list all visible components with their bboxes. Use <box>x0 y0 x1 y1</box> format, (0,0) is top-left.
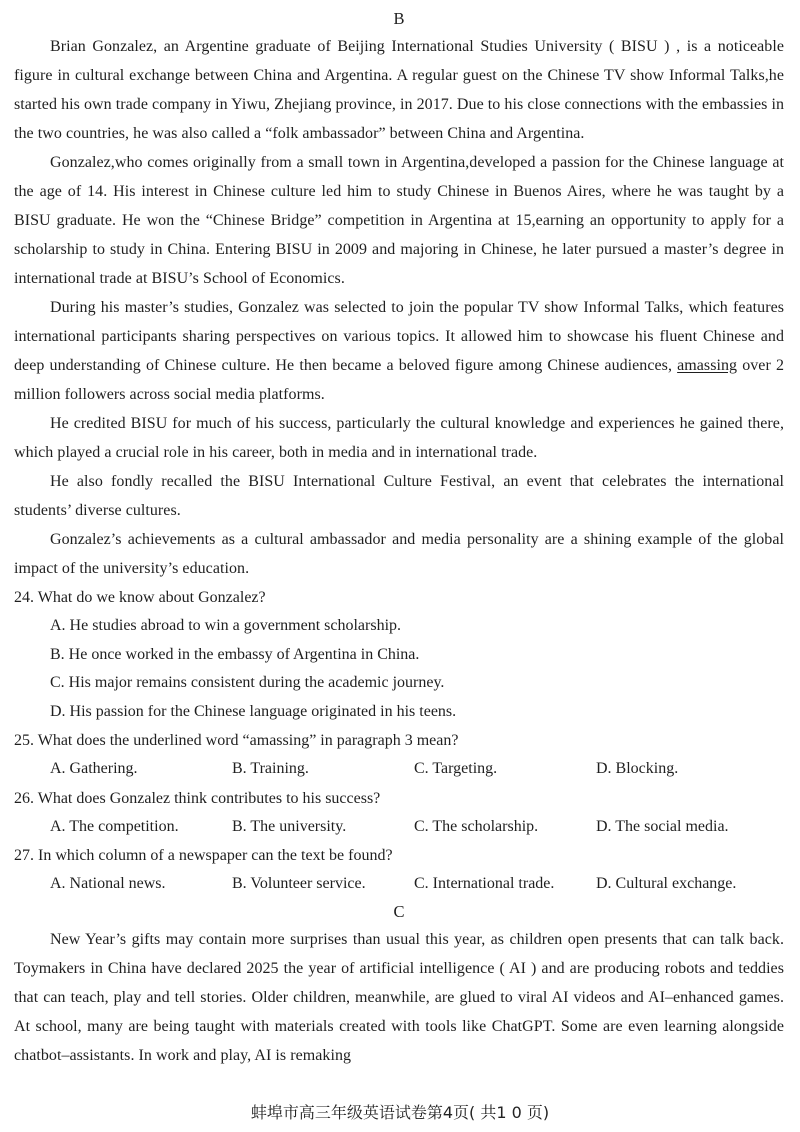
question-27-option-d: D. Cultural exchange. <box>596 875 737 892</box>
paragraph-b3 <box>14 293 784 409</box>
question-24-option-a: A. He studies abroad to win a government scholarship. <box>50 617 402 634</box>
section-c-heading: C <box>393 901 405 921</box>
question-26 <box>14 784 784 842</box>
paragraph-b4: He credited BISU for much of his success, particularly the cultural knowledge and experiences he gained there, which played a crucial role in his career, both in media and in international trade. <box>14 415 784 461</box>
paragraph-c1: New Year’s gifts may contain more surprises than usual this year, as children open presents that can talk back. Toymakers in China have declared 2025 the year of artificial intelligence ( AI ) and are producing robots and teddies that can teach, play and tell stories. Older children, meanwhile, are glued to viral AI videos and AI–enhanced games. At school, many are being taught with materials created with tools like ChatGPT. Some are even learning alongside chatbot–assistants. In work and play, AI is remaking <box>14 930 784 1064</box>
question-27-option-c: C. International trade. <box>414 875 555 892</box>
question-24-option-d: D. His passion for the Chinese language originated in his teens. <box>50 702 457 720</box>
question-27-options <box>14 870 784 899</box>
page-footer: 蚌埠市高三年级英语试卷第4页( 共1 0 页) <box>250 1103 550 1122</box>
question-26-option-b: B. The university. <box>232 817 347 835</box>
section-b-heading: B <box>393 9 405 28</box>
question-24-option-b: B. He once worked in the embassy of Argentina in China. <box>50 645 420 663</box>
question-27-stem: 27. In which column of a newspaper can the text be found? <box>14 847 393 864</box>
question-25-option-b: B. Training. <box>232 760 309 777</box>
question-26-options <box>14 813 784 842</box>
question-25-option-c: C. Targeting. <box>414 760 498 777</box>
paragraph-b2: Gonzalez,who comes originally from a small town in Argentina,developed a passion for the Chinese language at the age of 14. His interest in Chinese culture led him to study Chinese in Buenos Aires, where he was taught by a BISU graduate. He won the “Chinese Bridge” competition in Argentina at 15,earning an opportunity to apply for a scholarship to study in China. Entering BISU in 2009 and majoring in Chinese, he later pursued a master’s degree in international trade at BISU’s School of Economics. <box>14 154 784 287</box>
question-25-stem: 25. What does the underlined word “amassing” in paragraph 3 mean? <box>14 732 459 749</box>
question-25-options <box>14 755 784 784</box>
question-26-option-a: A. The competition. <box>50 817 179 835</box>
paragraph-b6: Gonzalez’s achievements as a cultural ambassador and media personality are a shining example of the global impact of the university’s education. <box>14 531 784 577</box>
question-24 <box>14 583 784 726</box>
question-26-stem: 26. What does Gonzalez think contributes to his success? <box>14 789 381 807</box>
paragraph-b3-after: over 2 million followers across social media platforms. <box>14 357 784 403</box>
question-26-option-c: C. The scholarship. <box>414 817 539 835</box>
question-25-option-a: A. Gathering. <box>50 760 138 777</box>
question-25-option-d: D. Blocking. <box>596 760 679 777</box>
question-27-option-a: A. National news. <box>50 875 166 892</box>
paragraph-b1: Brian Gonzalez, an Argentine graduate of Beijing International Studies University ( BISU ) , is a noticeable figure in cultural exchange between China and Argentina. A regular guest on the Chinese TV show Informal Talks,he started his own trade company in Yiwu, Zhejiang province, in 2017. Due to his close connections with the embassies in the two countries, he was also called a “folk ambassador” between China and Argentina. <box>14 38 784 142</box>
underlined-word-amassing: amassing <box>677 357 738 374</box>
exam-page <box>14 6 784 1070</box>
question-24-stem: 24. What do we know about Gonzalez? <box>14 589 266 606</box>
question-26-option-d: D. The social media. <box>596 817 729 835</box>
paragraph-b3-before: During his master’s studies, Gonzalez was selected to join the popular TV show Informal Talks, which features international participants sharing perspectives on various topics. It allowed him to showcase his fluent Chinese and deep understanding of Chinese culture. He then became a beloved figure among Chinese audiences, <box>14 299 784 374</box>
question-27 <box>14 841 784 899</box>
paragraph-b5: He also fondly recalled the BISU International Culture Festival, an event that celebrates the international students’ diverse cultures. <box>14 473 784 519</box>
question-27-option-b: B. Volunteer service. <box>232 875 366 892</box>
question-24-option-c: C. His major remains consistent during the academic journey. <box>50 674 445 691</box>
question-25 <box>14 726 784 784</box>
